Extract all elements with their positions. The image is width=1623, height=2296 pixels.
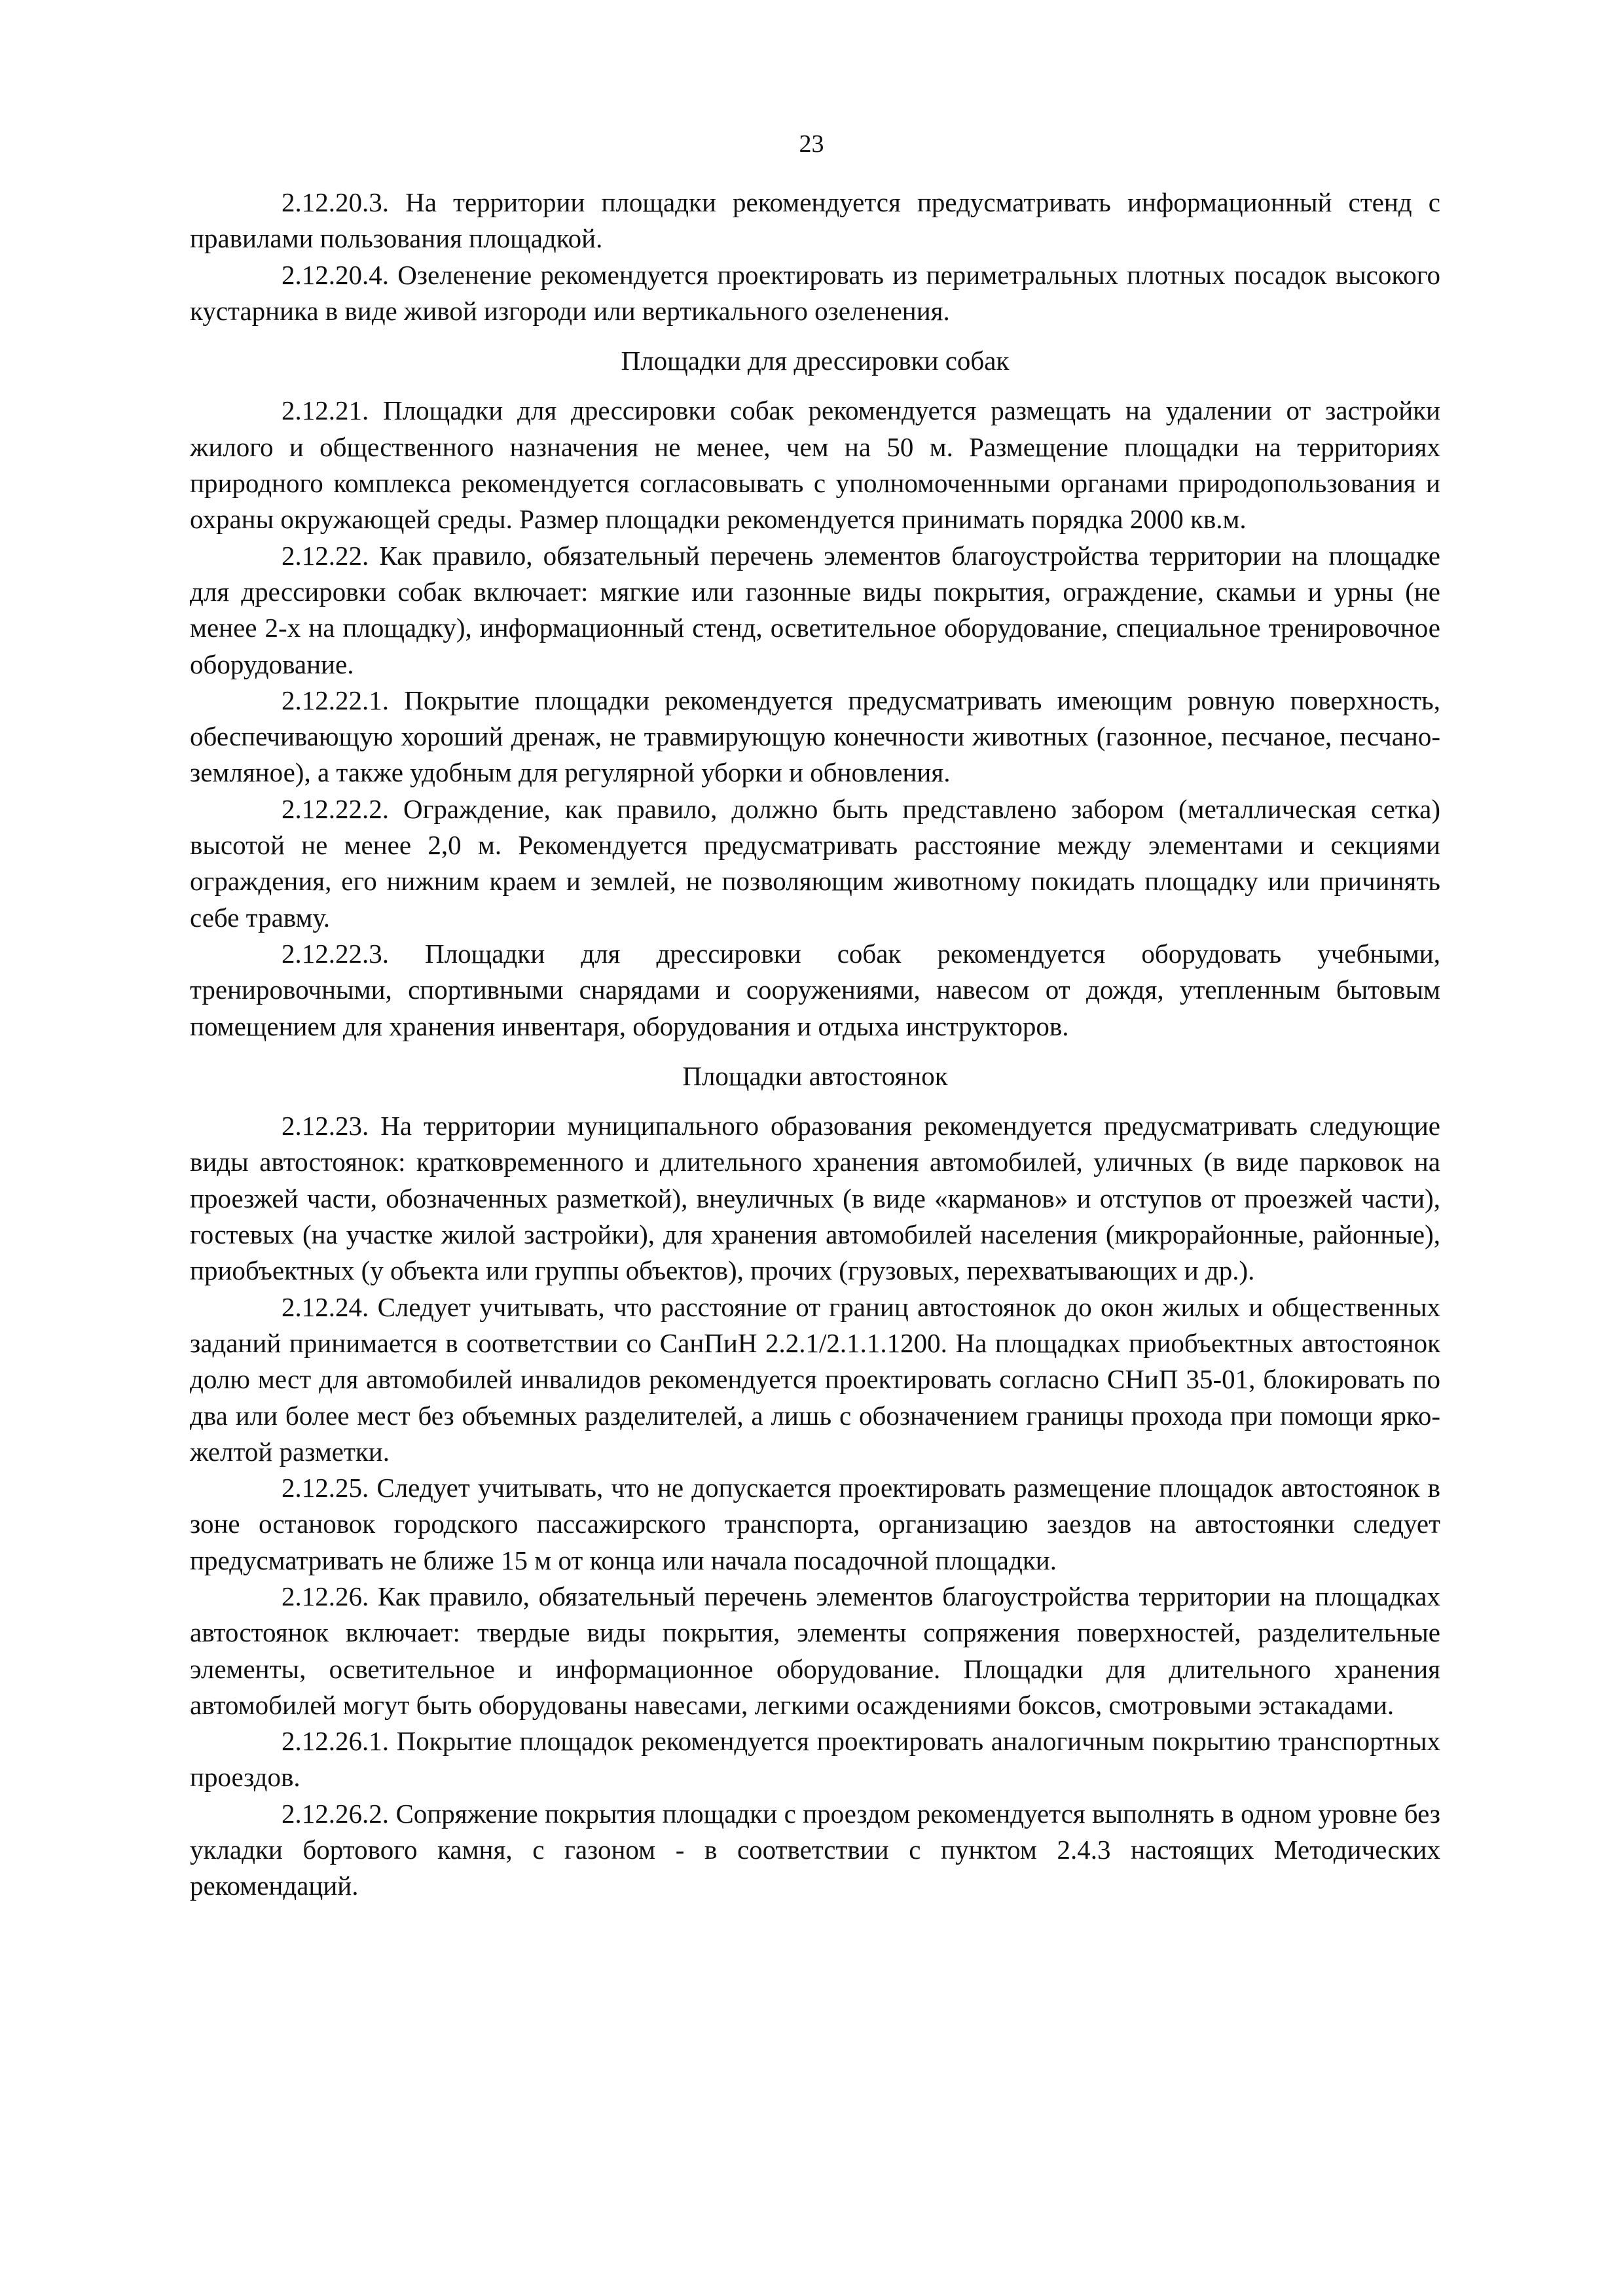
- paragraph-2-12-22: 2.12.22. Как правило, обязательный перечень элементов благоустройства территории на площадке для дрессировки собак включает: мягкие или газонные виды покрытия, ограждение, скамьи и урны (не менее 2-х на площадку), информационный стенд, осветительное оборудование, специальное тренировочное оборудование.: [190, 540, 1440, 679]
- section-heading-dog-training: Площадки для дрессировки собак: [621, 346, 1010, 376]
- paragraph-2-12-22-1: 2.12.22.1. Покрытие площадки рекомендуется предусматривать имеющим ровную поверхность, обеспечивающую хороший дренаж, не травмирующую конечности животных (газонное, песчаное, песчано-земляное), а также удобным для регулярной уборки и обновления.: [190, 685, 1440, 788]
- paragraph-2-12-26-1: 2.12.26.1. Покрытие площадок рекомендуется проектировать аналогичным покрытию транспортных проездов.: [190, 1726, 1440, 1793]
- paragraph-2-12-24: 2.12.24. Следует учитывать, что расстояние от границ автостоянок до окон жилых и общественных заданий принимается в соответствии со СанПиН 2.2.1/2.1.1.1200. На площадках приобъектных автостоянок долю мест для автомобилей инвалидов рекомендуется проектировать согласно СНиП 35-01, блокировать по два или более мест без объемных разделителей, а лишь с обозначением границы прохода при помощи ярко-желтой разметки.: [190, 1291, 1440, 1467]
- paragraph-2-12-20-4: 2.12.20.4. Озеленение рекомендуется проектировать из периметральных плотных посадок высокого кустарника в виде живой изгороди или вертикального озеленения.: [190, 259, 1440, 326]
- paragraph-2-12-21: 2.12.21. Площадки для дрессировки собак рекомендуется размещать на удалении от застройки жилого и общественного назначения не менее, чем на 50 м. Размещение площадки на территориях природного комплекса рекомендуется согласовывать с уполномоченными органами природопользования и охраны окружающей среды. Размер площадки рекомендуется принимать порядка 2000 кв.м.: [190, 395, 1440, 535]
- section-heading-parking: Площадки автостоянок: [682, 1060, 948, 1091]
- paragraph-2-12-22-2: 2.12.22.2. Ограждение, как правило, должно быть представлено забором (металлическая сетка) высотой не менее 2,0 м. Рекомендуется предусматривать расстояние между элементами и секциями ограждения, его нижним краем и землей, не позволяющим животному покидать площадку или причинять себе травму.: [190, 793, 1440, 933]
- document-body: [190, 185, 1440, 1905]
- paragraph-2-12-26: 2.12.26. Как правило, обязательный перечень элементов благоустройства территории на площадках автостоянок включает: твердые виды покрытия, элементы сопряжения поверхностей, разделительные элементы, осветительное и информационное оборудование. Площадки для длительного хранения автомобилей могут быть оборудованы навесами, легкими осаждениями боксов, смотровыми эстакадами.: [190, 1581, 1440, 1720]
- page-number: 23: [799, 130, 824, 158]
- paragraph-2-12-26-2: 2.12.26.2. Сопряжение покрытия площадки с проездом рекомендуется выполнять в одном уровне без укладки бортового камня, с газоном - в соответствии с пунктом 2.4.3 настоящих Методических рекомендаций.: [190, 1798, 1440, 1901]
- paragraph-2-12-25: 2.12.25. Следует учитывать, что не допускается проектировать размещение площадок автостоянок в зоне остановок городского пассажирского транспорта, организацию заездов на автостоянки следует предусматривать не ближе 15 м от конца или начала посадочной площадки.: [190, 1473, 1440, 1575]
- paragraph-2-12-20-3: 2.12.20.3. На территории площадки рекомендуется предусматривать информационный стенд с правилами пользования площадкой.: [190, 187, 1440, 254]
- paragraph-2-12-23: 2.12.23. На территории муниципального образования рекомендуется предусматривать следующие виды автостоянок: кратковременного и длительного хранения автомобилей, уличных (в виде парковок на проезжей части, обозначенных разметкой), внеуличных (в виде «карманов» и отступов от проезжей части), гостевых (на участке жилой застройки), для хранения автомобилей населения (микрорайонные, районные), приобъектных (у объекта или группы объектов), прочих (грузовых, перехватывающих и др.).: [190, 1111, 1440, 1286]
- paragraph-2-12-22-3: 2.12.22.3. Площадки для дрессировки собак рекомендуется оборудовать учебными, тренировочными, спортивными снарядами и сооружениями, навесом от дождя, утепленным бытовым помещением для хранения инвентаря, оборудования и отдыха инструкторов.: [190, 938, 1440, 1041]
